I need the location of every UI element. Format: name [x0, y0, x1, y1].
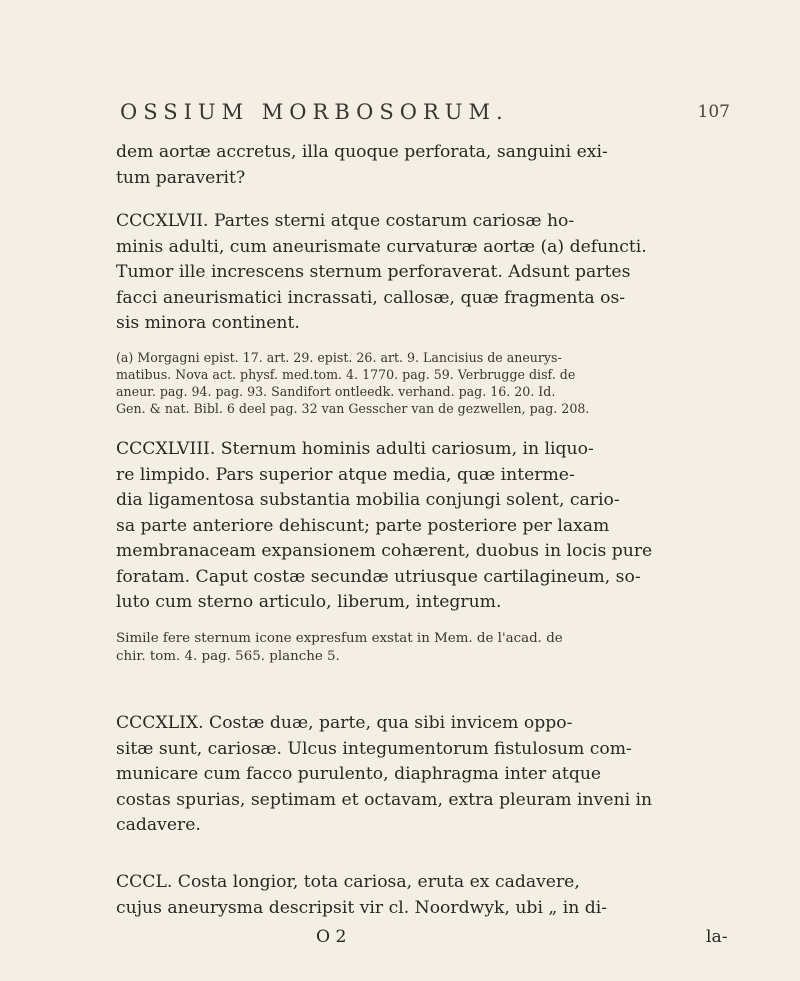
- page-number: 107: [697, 102, 730, 122]
- text-line: cadavere.: [116, 815, 201, 835]
- text-line: foratam. Caput costæ secundæ utriusque cartilagineum, so-: [116, 566, 641, 587]
- running-title: OSSIUM MORBOSORUM.: [120, 100, 509, 124]
- note-line: matibus. Nova act. physf. med.tom. 4. 1770. pag. 59. Verbrugge disf. de: [116, 367, 576, 382]
- section-cccxlviii: [116, 437, 730, 616]
- text-line: CCCL. Costa longior, tota cariosa, eruta ex cadavere,: [116, 872, 580, 892]
- text-line: minis adulti, cum aneurismate curvaturæ aortæ (a) defuncti.: [116, 236, 647, 257]
- text-line: sis minora continent.: [116, 313, 300, 333]
- signature-mark: O 2: [316, 927, 347, 947]
- text-line: re limpido. Pars superior atque media, quæ interme-: [116, 464, 575, 485]
- text-line: sitæ sunt, cariosæ. Ulcus integumentorum fistulosum com-: [116, 738, 632, 759]
- note-line: Simile fere sternum icone expresfum exstat in Mem. de l'acad. de: [116, 631, 563, 646]
- note-line: (a) Morgagni epist. 17. art. 29. epist. 26. art. 9. Lancisius de aneurys-: [116, 350, 562, 365]
- text-line: dem aortæ accretus, illa quoque perforata, sanguini exi-: [116, 142, 608, 162]
- section-cccxlvii: [116, 209, 730, 337]
- text-line: membranaceam expansionem cohærent, duobus in locis pure: [116, 541, 653, 561]
- intro-paragraph: [116, 140, 730, 191]
- footnote-a: [116, 349, 730, 417]
- text-line: municare cum facco purulento, diaphragma inter atque: [116, 764, 602, 784]
- text-line: tum paraverit?: [116, 167, 246, 188]
- text-line: costas spurias, septimam et octavam, extra pleuram inveni in: [116, 789, 653, 810]
- text-line: sa parte anteriore dehiscunt; parte posteriore per laxam: [116, 515, 610, 536]
- page-header: [120, 100, 730, 134]
- section-cccxlix: [116, 711, 730, 839]
- section-cccl: [116, 870, 730, 921]
- text-line: CCCXLVII. Partes sterni atque costarum cariosæ ho-: [116, 211, 575, 231]
- text-line: dia ligamentosa substantia mobilia conjungi solent, cario-: [116, 490, 620, 510]
- catchword: la-: [706, 927, 728, 947]
- note-line: chir. tom. 4. pag. 565. planche 5.: [116, 649, 340, 664]
- text-line: luto cum sterno articulo, liberum, integrum.: [116, 592, 502, 612]
- text-line: CCCXLVIII. Sternum hominis adulti cariosum, in liquo-: [116, 439, 594, 459]
- text-line: CCCXLIX. Costæ duæ, parte, qua sibi invicem oppo-: [116, 713, 573, 733]
- note-simile: [116, 630, 730, 666]
- text-line: cujus aneurysma descripsit vir cl. Noordwyk, ubi „ in di-: [116, 897, 608, 918]
- note-line: aneur. pag. 94. pag. 93. Sandifort ontleedk. verhand. pag. 16. 20. Id.: [116, 384, 556, 399]
- text-line: Tumor ille increscens sternum perforaverat. Adsunt partes: [116, 262, 631, 282]
- text-line: facci aneurismatici incrassati, callosæ, quæ fragmenta os-: [116, 287, 626, 308]
- note-line: Gen. & nat. Bibl. 6 deel pag. 32 van Gesscher van de gezwellen, pag. 208.: [116, 401, 590, 416]
